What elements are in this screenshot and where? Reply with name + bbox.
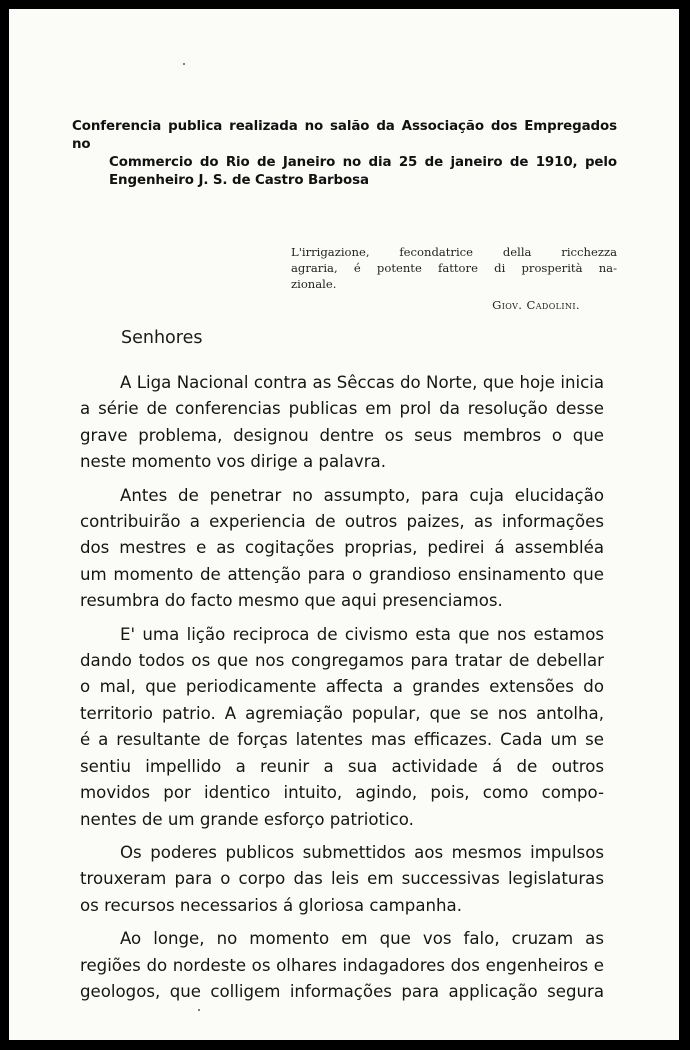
paragraph-line: grave problema, designou dentre os seus membros o que [80, 425, 604, 445]
paragraph-line: nentes de um grande esforço patriotico. [80, 809, 414, 829]
paragraph-line: trouxeram para o corpo das leis em successivas legislaturas [80, 869, 604, 889]
paragraph-line: contribuirão a experiencia de outros paizes, as informações [80, 512, 604, 532]
body-text [80, 370, 604, 1012]
paragraph [80, 483, 604, 615]
paragraph-line: movidos por identico intuito, agindo, pois, como compo- [80, 783, 604, 803]
paragraph-line: um momento de attenção para o grandioso ensinamento que [80, 564, 604, 584]
paragraph-line: E' uma lição reciproca de civismo esta que nos estamos [120, 624, 604, 644]
epigraph-line: agraria, é potente fattore di prosperità na- [291, 261, 617, 275]
paragraph [80, 926, 604, 1005]
paragraph-line: dos mestres e as cogitações proprias, pedirei á assembléa [80, 538, 604, 558]
paragraph-line: os recursos necessarios á gloriosa campanha. [80, 895, 462, 915]
header-line: Conferencia publica realizada no salão da Associação dos Empregados no [72, 119, 617, 152]
print-speck [183, 63, 185, 65]
epigraph-line: L'irrigazione, fecondatrice della ricchezza [291, 245, 617, 259]
epigraph [291, 244, 617, 313]
paragraph-line: A Liga Nacional contra as Sêccas do Norte, que hoje inicia [120, 373, 604, 392]
paragraph-line: é a resultante de forças latentes mas efficazes. Cada um se [80, 730, 604, 750]
paragraph-line: sentiu impellido a reunir a sua actividade á de outros [80, 756, 604, 776]
paragraph-line: resumbra do facto mesmo que aqui presenciamos. [80, 591, 503, 611]
epigraph-line: zionale. [291, 277, 337, 291]
paragraph [80, 370, 604, 476]
paragraph-line: Ao longe, no momento em que vos falo, cruzam as [120, 929, 604, 949]
paragraph-line: regiões do nordeste os olhares indagadores dos engenheiros e [80, 955, 604, 975]
salutation: Senhores [121, 328, 203, 348]
paragraph [80, 840, 604, 919]
paragraph [80, 622, 604, 833]
header-line: Commercio do Rio de Janeiro no dia 25 de janeiro de 1910, pelo [109, 155, 617, 170]
header-line: Engenheiro J. S. de Castro Barbosa [109, 173, 369, 188]
paragraph-line: Antes de penetrar no assumpto, para cuja elucidação [120, 485, 604, 505]
paragraph-line: a série de conferencias publicas em prol da resolução desse [80, 399, 604, 419]
conference-header [72, 118, 617, 190]
paragraph-line: dando todos os que nos congregamos para tratar de debellar [80, 651, 604, 671]
paragraph-line: neste momento vos dirige a palavra. [80, 452, 386, 472]
epigraph-author: Giov. Cadolini. [492, 298, 580, 312]
paragraph-line: o mal, que periodicamente affecta a grandes extensões do [80, 677, 604, 697]
paragraph-line: geologos, que colligem informações para applicação segura [80, 981, 604, 1001]
paragraph-line: Os poderes publicos submettidos aos mesmos impulsos [120, 842, 604, 862]
paragraph-line: territorio patrio. A agremiação popular, que se nos antolha, [80, 703, 604, 723]
